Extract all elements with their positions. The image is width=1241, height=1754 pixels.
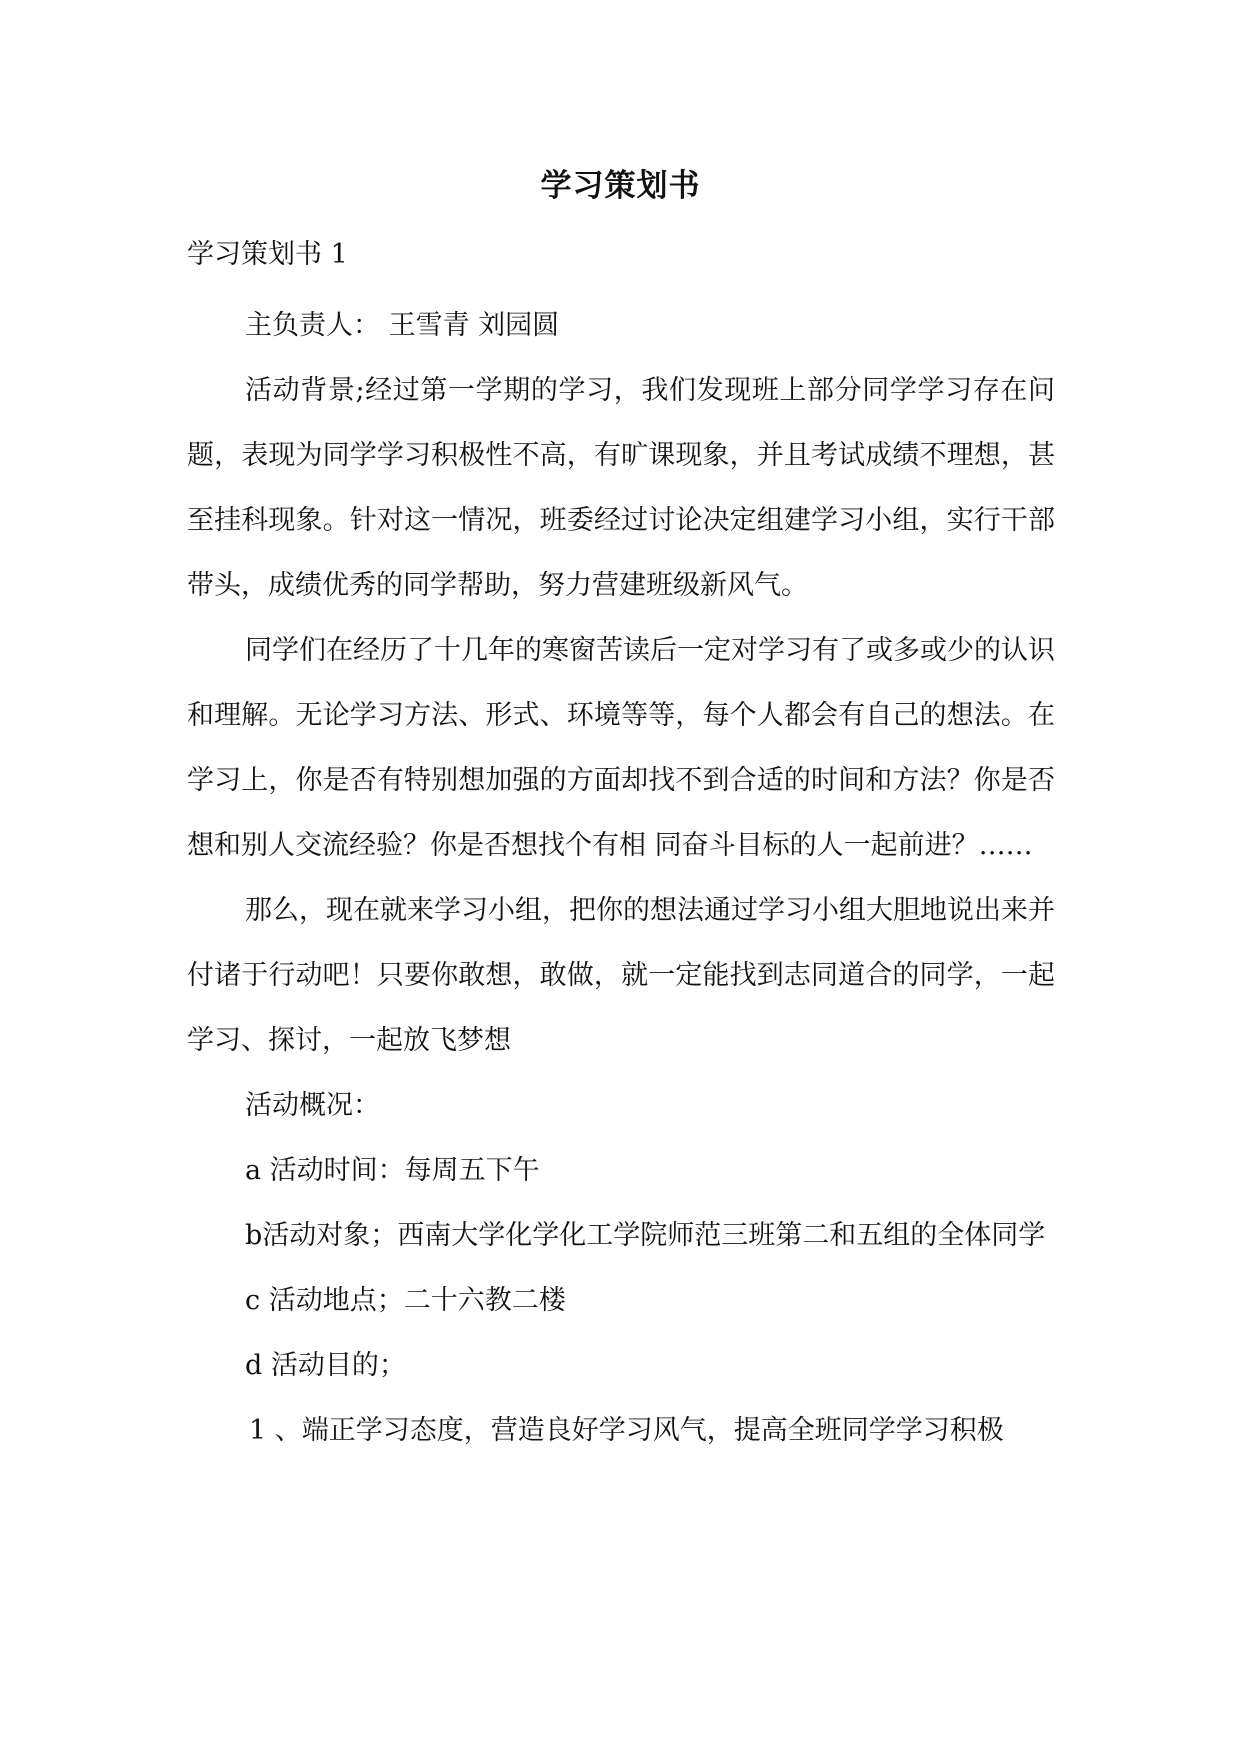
paragraph-overview-heading: 活动概况： (245, 1090, 380, 1121)
paragraph-activity-purpose: d 活动目的； (245, 1350, 406, 1381)
document-subtitle: 学习策划书 1 (187, 239, 348, 270)
document-title: 学习策划书 (540, 168, 701, 204)
paragraph-activity-target: b活动对象；西南大学化学化工学院师范三班第二和五组的全体同学 (245, 1220, 1046, 1251)
paragraph-invitation: 那么，现在就来学习小组，把你的想法通过学习小组大胆地说出来并付诸于行动吧！只要你敢想，敢做，就一定能找到志同道合的同学，一起学习、探讨，一起放飞梦想 (187, 895, 1055, 1056)
paragraph-activity-time: a 活动时间：每周五下午 (245, 1155, 540, 1186)
paragraph-intro: 同学们在经历了十几年的寒窗苦读后一定对学习有了或多或少的认识和理解。无论学习方法、形式、环境等等，每个人都会有自己的想法。在学习上，你是否有特别想加强的方面却找不到合适的时间和方法？你是否想和别人交流经验？你是否想找个有相 同奋斗目标的人一起前进？…… (187, 635, 1055, 861)
document-body (187, 293, 1055, 1463)
paragraph-purpose-item-1: 1 、端正学习态度，营造良好学习风气，提高全班同学学习积极 (249, 1415, 1004, 1446)
paragraph-background: 活动背景;经过第一学期的学习，我们发现班上部分同学学习存在问题，表现为同学学习积极性不高，有旷课现象，并且考试成绩不理想，甚至挂科现象。针对这一情况，班委经过讨论决定组建学习小组，实行干部带头，成绩优秀的同学帮助，努力营建班级新风气。 (187, 375, 1055, 601)
paragraph-responsible: 主负责人： 王雪青 刘园圆 (245, 310, 560, 341)
paragraph-activity-location: c 活动地点；二十六教二楼 (245, 1285, 566, 1316)
